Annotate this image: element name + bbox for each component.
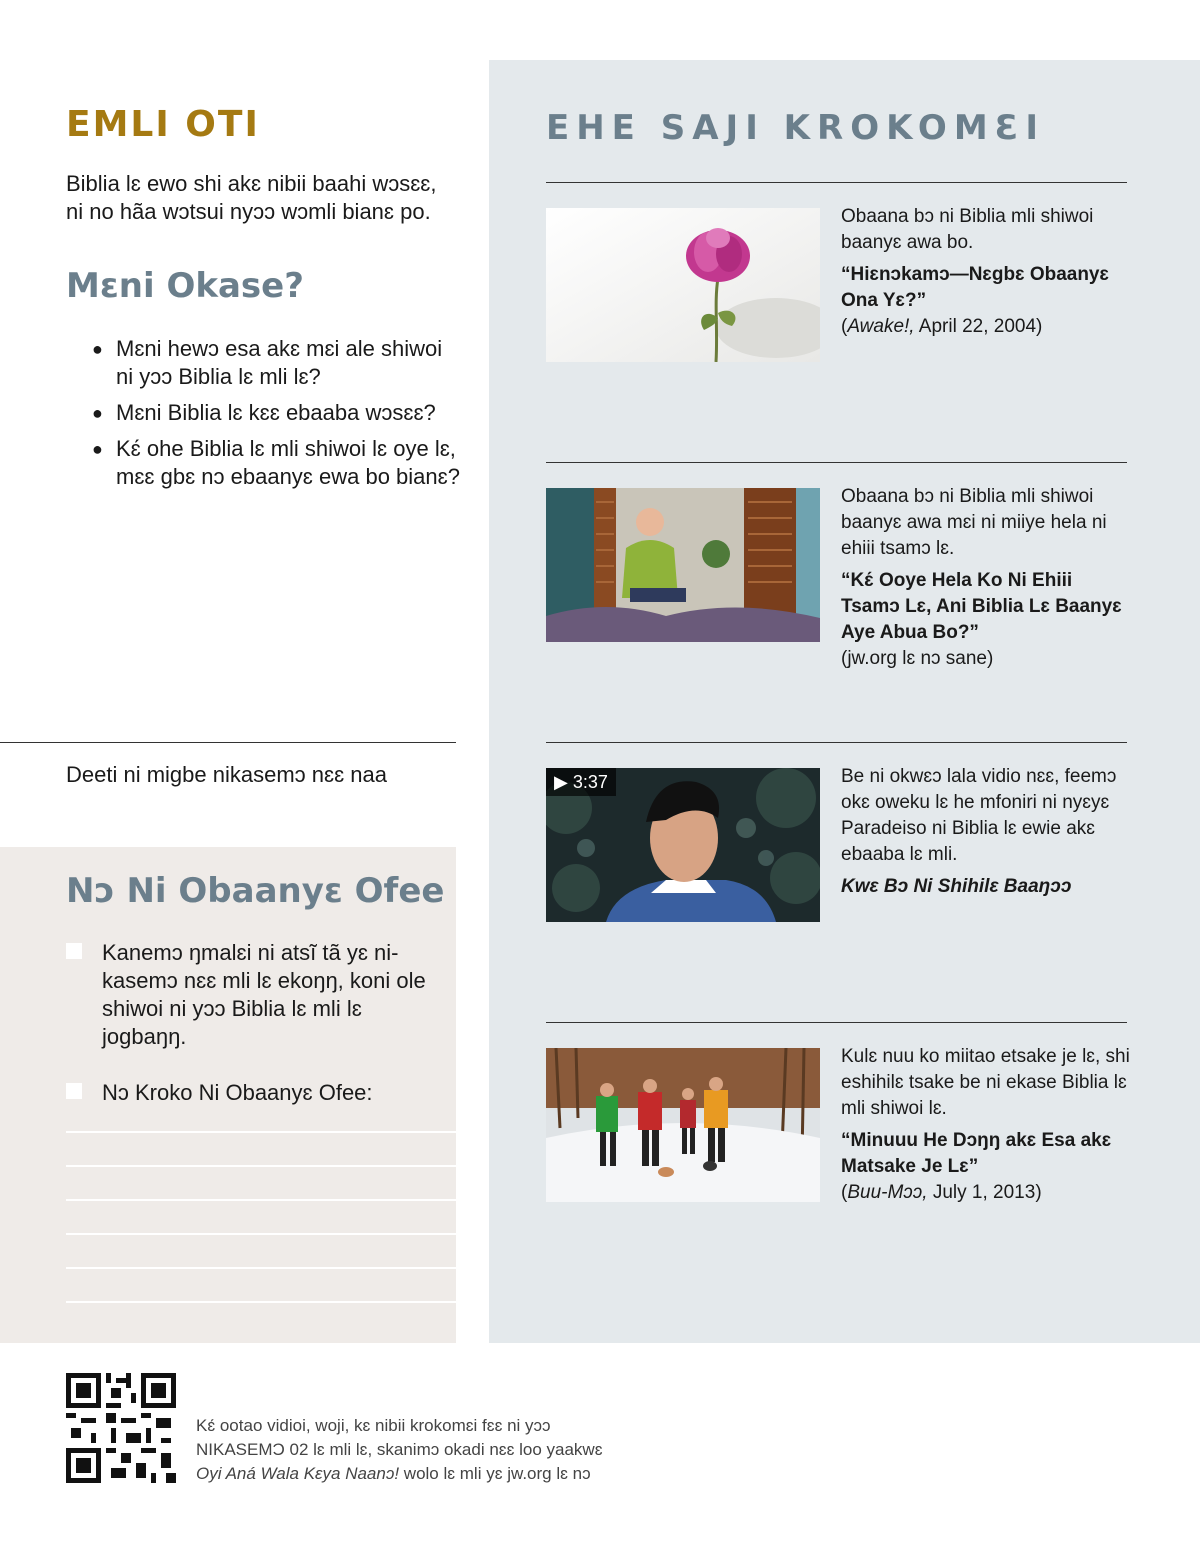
play-icon: ▶ [554, 772, 568, 792]
man-in-wheelchair-image[interactable] [546, 488, 820, 642]
divider [546, 462, 1127, 463]
family-walking-in-snow-image[interactable] [546, 1048, 820, 1202]
writing-line[interactable] [66, 1267, 456, 1269]
goal-title: Nɔ Ni Obaanyɛ Ofee [66, 871, 445, 911]
question-text: Kɛ́ ohe Biblia lɛ mli shiwoi lɛ oye lɛ, mɛɛ gbɛ nɔ ebaanyɛ ewa bo bianɛ? [116, 436, 460, 489]
resource-item[interactable] [546, 462, 1127, 702]
resource-description: Kulɛ nuu ko miitao etsake je lɛ, shi eshihilɛ tsake be ni ekase Biblia lɛ mli shiwoi lɛ. [841, 1046, 1130, 1119]
video-duration-badge[interactable] [546, 768, 616, 796]
resource-item[interactable] [546, 182, 1127, 422]
resource-item[interactable] [546, 1022, 1130, 1262]
resource-body [841, 204, 1131, 340]
question-item [90, 435, 460, 491]
question-item [90, 335, 460, 391]
goal-text: Nɔ Kroko Ni Obaanyɛ Ofee: [102, 1080, 373, 1105]
date-divider [0, 742, 456, 743]
writing-line[interactable] [66, 1199, 456, 1201]
goal-checkbox-item[interactable] [66, 1079, 426, 1107]
resource-body [841, 484, 1131, 672]
resource-source: (jw.org lɛ nɔ sane) [841, 648, 994, 669]
question-item [90, 399, 460, 427]
resource-title[interactable]: “Kɛ́ Ooye Hela Ko Ni Ehiii Tsamɔ Lɛ, Ani Biblia Lɛ Baanyɛ Aye Abua Bo?” [841, 570, 1122, 643]
question-text: Mɛni hewɔ esa akɛ mɛi ale shiwoi ni yɔɔ Biblia lɛ mli lɛ? [116, 336, 443, 389]
summary-title: EMLI OTI [66, 104, 260, 145]
footer-text: Kɛ́ ootao vidioi, woji, kɛ nibii krokomɛi fɛɛ ni yɔɔ NIKASEMƆ 02 lɛ mli lɛ, skanimɔ okadi nɛɛ loo yaakwɛ Oyi Aná Wala Kɛya Naanɔ! wolo lɛ mli yɛ jw.org lɛ nɔ [196, 1416, 603, 1483]
man-looking-up-video-thumbnail[interactable] [546, 768, 820, 922]
goal-checkbox-item[interactable] [66, 939, 426, 1051]
bullet-icon: ● [92, 339, 103, 359]
resource-item[interactable] [546, 742, 1127, 982]
bullet-icon: ● [92, 439, 103, 459]
writing-line[interactable] [66, 1301, 456, 1303]
resource-title[interactable]: “Hiɛnɔkamɔ—Nɛgbɛ Obaanyɛ Ona Yɛ?” [841, 264, 1109, 311]
review-questions-title: Mɛni Okase? [66, 266, 304, 306]
divider [546, 742, 1127, 743]
checkbox[interactable] [66, 943, 82, 959]
video-duration: 3:37 [572, 772, 608, 792]
summary-text: Biblia lɛ ewo shi akɛ nibii baahi wɔsɛɛ, ni no hãa wɔtsui nyɔɔ wɔmli bianɛ po. [66, 171, 437, 224]
resource-body [841, 764, 1131, 900]
bullet-icon: ● [92, 403, 103, 423]
resource-description: Obaana bɔ ni Biblia mli shiwoi baanyɛ awa mɛi ni miiye hela ni ehiii tsamɔ lɛ. [841, 486, 1107, 559]
review-questions-list [90, 335, 460, 499]
completion-date-label: Deeti ni migbe nikasemɔ nɛɛ naa [66, 762, 387, 787]
divider [546, 182, 1127, 183]
resource-description: Obaana bɔ ni Biblia mli shiwoi baanyɛ awa bo. [841, 206, 1094, 253]
goal-panel [0, 847, 456, 1343]
resource-title[interactable]: “Minuuu He Dɔŋŋ akɛ Esa akɛ Matsake Je Lɛ” [841, 1130, 1112, 1177]
resource-source: (Buu-Mɔɔ, July 1, 2013) [841, 1182, 1042, 1203]
resource-title[interactable]: Kwɛ Bɔ Ni Shihilɛ Baaŋɔɔ [841, 876, 1072, 897]
writing-line[interactable] [66, 1233, 456, 1235]
resource-description: Be ni okwɛɔ lala vidio nɛɛ, feemɔ okɛ oweku lɛ he mfoniri ni nyɛyɛ Paradeiso ni Biblia lɛ ewie akɛ ebaaba lɛ mli. [841, 766, 1117, 865]
explore-panel [489, 60, 1200, 1343]
explore-title: EHE SAJI KROKOMƐI [546, 108, 1045, 148]
writing-line[interactable] [66, 1165, 456, 1167]
qr-code[interactable] [66, 1373, 176, 1483]
writing-line[interactable] [66, 1131, 456, 1133]
resource-body [841, 1044, 1131, 1206]
divider [546, 1022, 1127, 1023]
goal-text: Kanemɔ ŋmalɛi ni atsĩ tã yɛ ni-kasemɔ nɛɛ mli lɛ ekoŋŋ, koni ole shiwoi ni yɔɔ Biblia lɛ mli lɛ jogbaŋŋ. [102, 940, 426, 1049]
resource-source: (Awake!, April 22, 2004) [841, 316, 1043, 337]
pink-flower-image[interactable] [546, 208, 820, 362]
question-text: Mɛni Biblia lɛ kɛɛ ebaaba wɔsɛɛ? [116, 400, 436, 425]
checkbox[interactable] [66, 1083, 82, 1099]
